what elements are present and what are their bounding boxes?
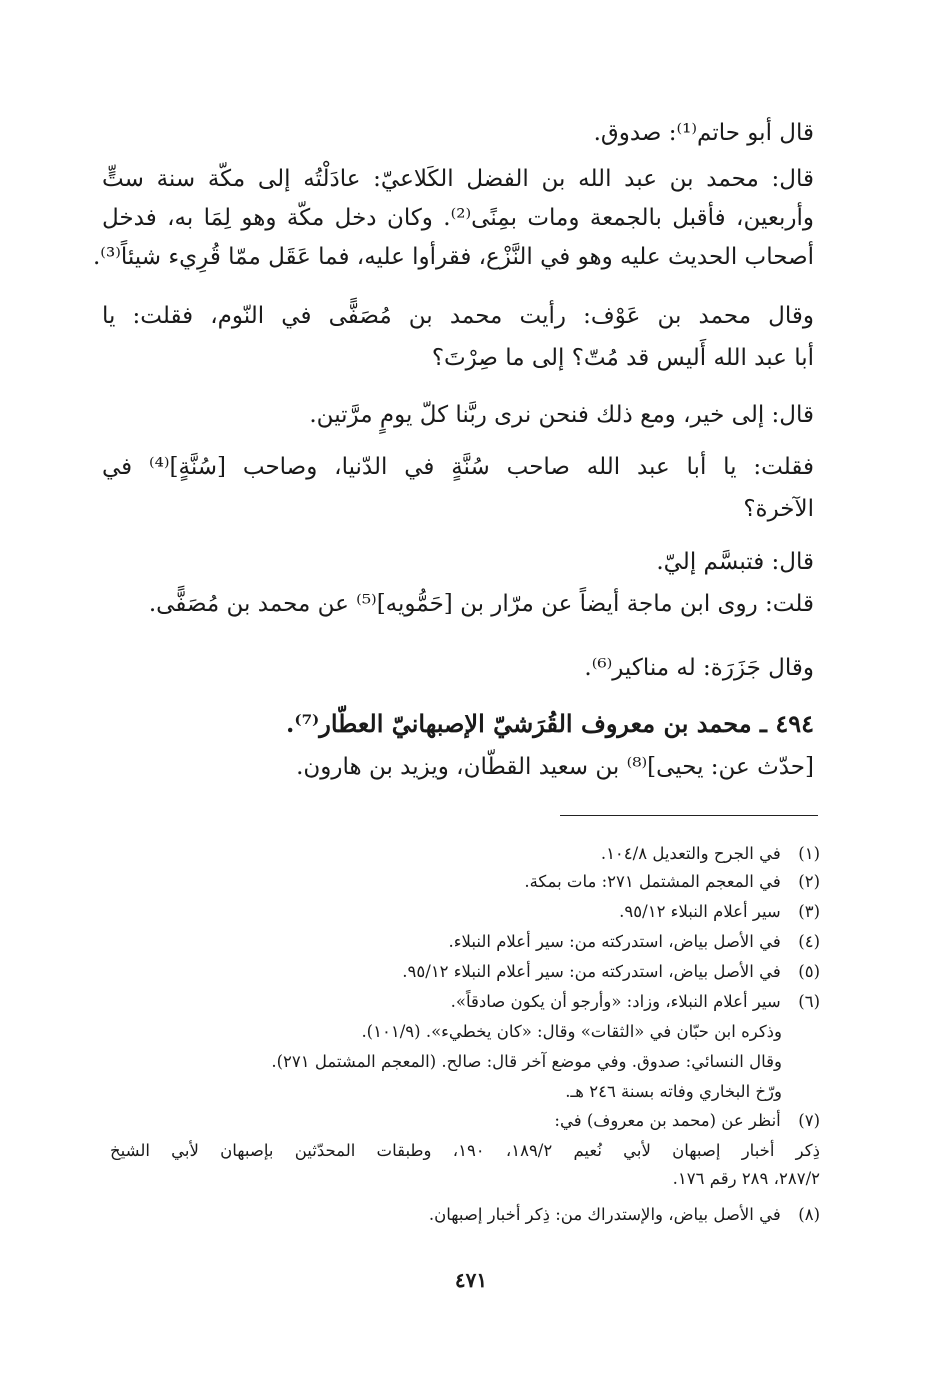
page-number: ٤٧١	[454, 1268, 488, 1292]
body-line-1: قال أبو حاتم⁽¹⁾: صدوق.	[593, 120, 814, 146]
footnote-text: في المعجم المشتمل ٢٧١: مات بمكة.	[524, 872, 781, 891]
footnote-text: في الأصل بياض، والإستدراك من: ذِكر أخبار إصبهان.	[428, 1205, 781, 1224]
footnote-number: (٧)	[798, 1111, 820, 1130]
footnote-separator	[560, 815, 818, 816]
footnote-4	[449, 929, 820, 955]
footnote-8	[429, 1202, 820, 1228]
entry-heading: ٤٩٤ ـ محمد بن معروف القُرَشيّ الإصبهانيّ العطّار⁽⁷⁾.	[286, 709, 814, 738]
footnote-text: في الجرح والتعديل ١٠٤/٨.	[600, 844, 781, 863]
entry-line: [حدّث عن: يحيى]⁽⁸⁾ بن سعيد القطّان، ويزيد بن هارون.	[296, 754, 814, 780]
body-line-7: قال: إلى خير، ومع ذلك فنحن نرى ربَّنا كلّ يومٍ مرَّتين.	[309, 402, 814, 428]
body-line-5: وقال محمد بن عَوْف: رأيت محمد بن مُصَفًّى في النّوم، فقلت: يا	[102, 303, 814, 329]
body-line-8: فقلت: يا أبا عبد الله صاحب سُنَّةٍ في الدّنيا، وصاحب [سُنَّةٍ]⁽⁴⁾ في	[102, 454, 814, 480]
footnote-3	[619, 899, 820, 925]
footnote-5	[402, 959, 820, 985]
body-line-9: الآخرة؟	[743, 496, 814, 522]
footnote-number: (٦)	[798, 992, 820, 1011]
footnote-6	[451, 989, 820, 1015]
footnote-7-cont-2: ٢٨٧/٢، ٢٨٩ رقم ١٧٦.	[672, 1169, 820, 1188]
footnote-6-cont-3: ورّخ البخاري وفاته بسنة ٢٤٦ هـ.	[565, 1082, 782, 1101]
footnote-6-cont-2: وقال النسائي: صدوق. وفي موضع آخر قال: صالح. (المعجم المشتمل ٢٧١).	[271, 1052, 782, 1071]
footnote-number: (٤)	[798, 932, 820, 951]
body-line-12: وقال جَزَرَة: له مناكير⁽⁶⁾.	[584, 655, 814, 681]
footnote-7	[554, 1108, 820, 1134]
body-line-3: وأربعين، فأقبل بالجمعة ومات بمِنًى⁽²⁾. وكان دخل مكّة وهو لِمَا به، فدخل	[102, 205, 814, 231]
footnote-2	[524, 869, 820, 895]
body-line-4: أصحاب الحديث عليه وهو في النَّزْع، فقرأوا عليه، فما عَقَل ممّا قُرِيء شيئاً⁽³⁾.	[93, 244, 814, 270]
footnote-number: (٨)	[798, 1205, 820, 1224]
footnote-number: (٣)	[798, 902, 820, 921]
body-line-10: قال: فتبسَّم إليّ.	[656, 549, 814, 575]
body-line-11: قلت: روى ابن ماجة أيضاً عن مرّار بن [حَمُّويه]⁽⁵⁾ عن محمد بن مُصَفًّى.	[148, 591, 814, 617]
footnote-text: سير أعلام النبلاء، وزاد: «وأرجو أن يكون صادقاً».	[450, 992, 781, 1011]
footnote-6-cont-1: وذكره ابن حبّان في «الثقات» وقال: «كان يخطيء». (١٠١/٩).	[361, 1022, 782, 1041]
footnote-number: (١)	[798, 844, 820, 863]
footnote-text: أنظر عن (محمد بن معروف) في:	[554, 1111, 781, 1130]
footnote-text: في الأصل بياض، استدركته من: سير أعلام النبلاء.	[448, 932, 781, 951]
footnote-number: (٥)	[798, 962, 820, 981]
footnote-text: في الأصل بياض، استدركته من: سير أعلام النبلاء ٩٥/١٢.	[402, 962, 781, 981]
body-line-2: قال: محمد بن عبد الله بن الفضل الكَلاعيّ: عادَلْتُه إلى مكّة سنة ستٍّ	[102, 166, 814, 192]
footnote-7-cont-1: ذِكر أخبار إصبهان لأبي نُعيم ١٨٩/٢، ١٩٠، وطبقات المحدّثين بإصبهان لأبي الشيخ	[110, 1141, 820, 1160]
footnote-text: سير أعلام النبلاء ٩٥/١٢.	[619, 902, 781, 921]
body-line-6: أبا عبد الله أَليس قد مُتّ؟ إلى ما صِرْتَ؟	[431, 345, 814, 371]
footnote-1	[601, 841, 820, 867]
footnote-number: (٢)	[798, 872, 820, 891]
